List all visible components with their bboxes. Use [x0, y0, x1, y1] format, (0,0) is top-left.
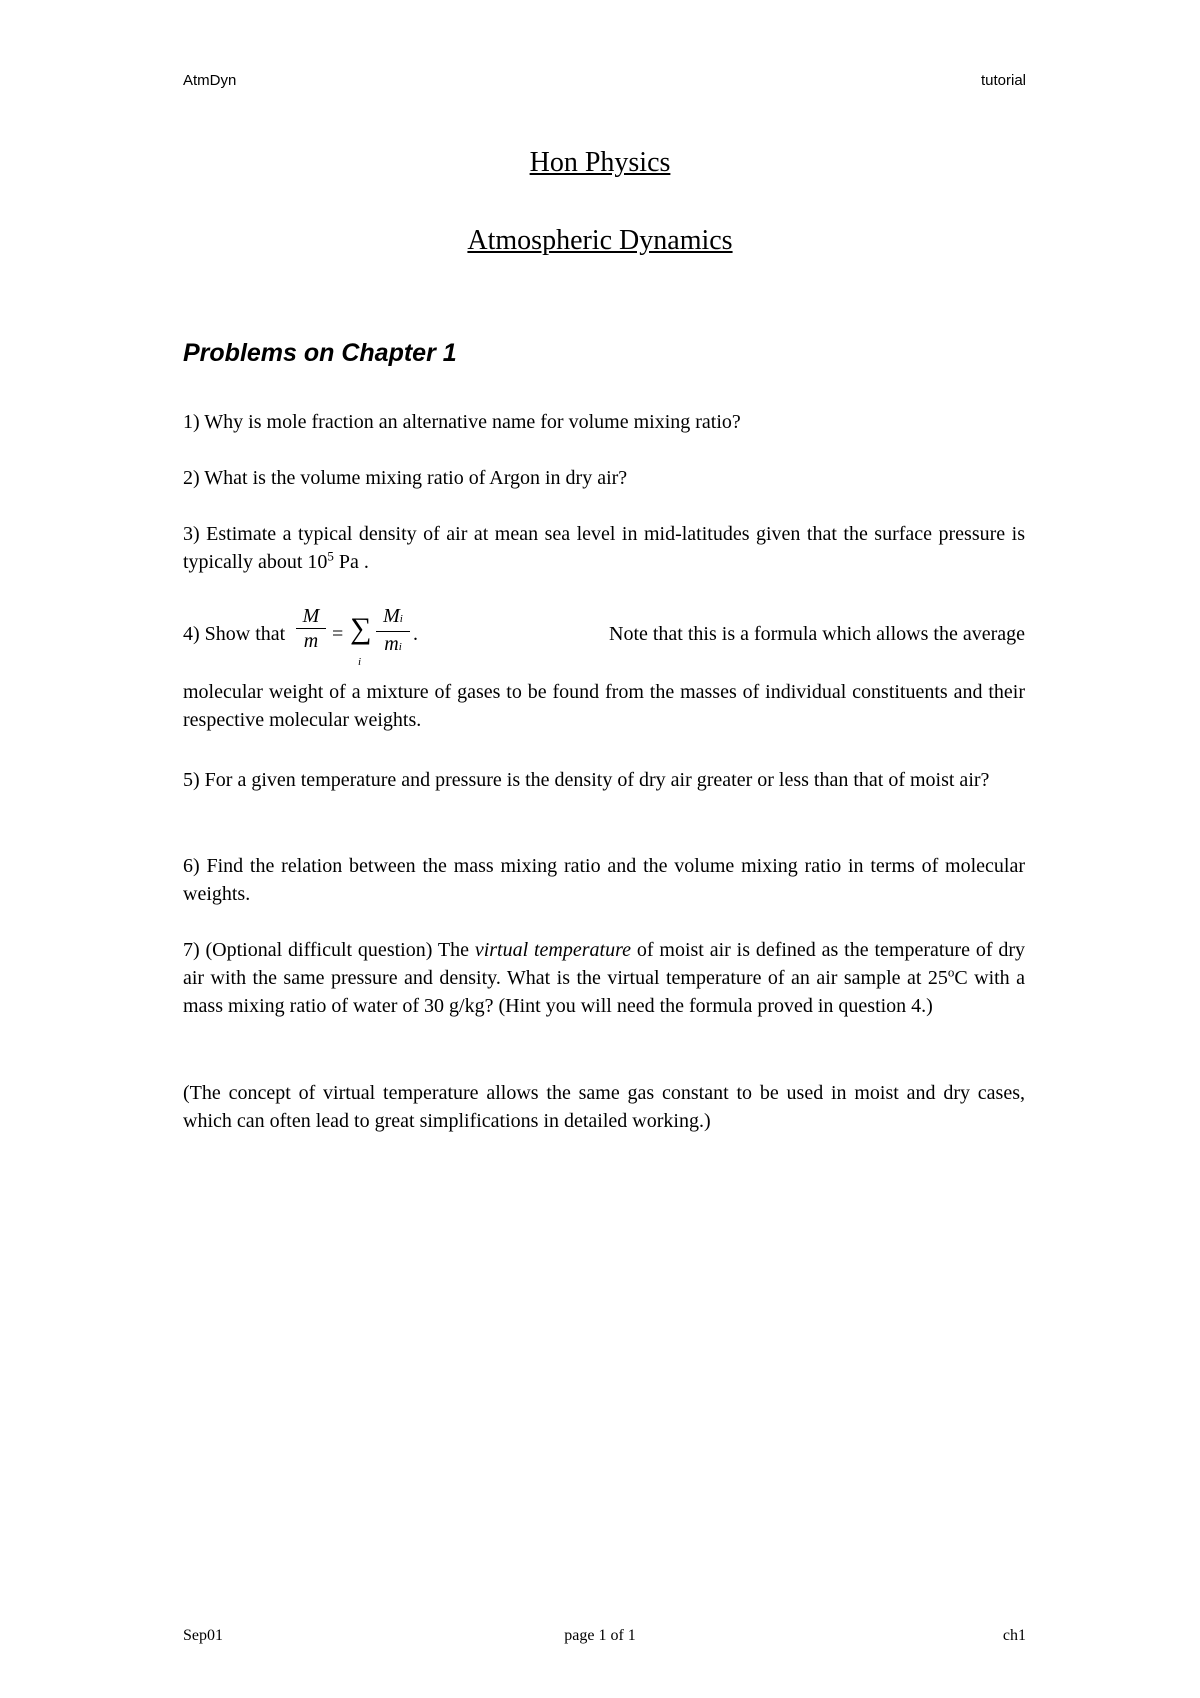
formula-period: . [413, 623, 418, 645]
question-4-continuation: molecular weight of a mixture of gases to be found from the masses of individual constituents and their respective molecular weights. [183, 681, 1025, 731]
fraction-Mi-over-mi: Mi mi [376, 604, 410, 659]
summation-sign: ∑ [350, 612, 372, 645]
footer-date: Sep01 [183, 1627, 223, 1644]
question-4-intro: 4) Show that [183, 623, 286, 645]
header-right: tutorial [980, 72, 1026, 89]
question-4-note: Note that this is a formula which allows the average [609, 623, 1025, 645]
header-left: AtmDyn [183, 72, 237, 89]
question-6: 6) Find the relation between the mass mixing ratio and the volume mixing ratio in terms of molecular weights. [183, 855, 1025, 905]
document-subtitle: Atmospheric Dynamics [467, 225, 733, 256]
summation-index: i [358, 656, 362, 668]
question-2: 2) What is the volume mixing ratio of Argon in dry air? [183, 467, 628, 489]
fraction-M-over-m: M m [296, 604, 326, 653]
question-1: 1) Why is mole fraction an alternative name for volume mixing ratio? [183, 411, 741, 433]
question-3: 3) Estimate a typical density of air at mean sea level in mid-latitudes given that the surface pressure is typically about $10^5$ Pa . [183, 523, 1025, 573]
question-5: 5) For a given temperature and pressure is the density of dry air greater or less than that of moist air? [183, 769, 990, 791]
footer-chapter: ch1 [1002, 1627, 1026, 1644]
equals-sign: = [332, 623, 344, 645]
document-title: Hon Physics [529, 147, 671, 178]
closing-note: (The concept of virtual temperature allows the same gas constant to be used in moist and dry cases, which can often lead to great simplifications in detailed working.) [183, 1082, 1025, 1132]
question-4-formula-line [183, 604, 1025, 668]
footer-page-number: page 1 of 1 [564, 1627, 636, 1644]
question-7: 7) (Optional difficult question) The virtual temperature of moist air is defined as the temperature of dry air with the same pressure and density. What is the virtual temperature of an air sample at 25$^o$C with a mass mixing ratio of water of 30 g/kg? (Hint you will need the formula proved in question 4.) [183, 939, 1026, 1017]
chapter-heading: Problems on Chapter 1 [183, 339, 457, 367]
